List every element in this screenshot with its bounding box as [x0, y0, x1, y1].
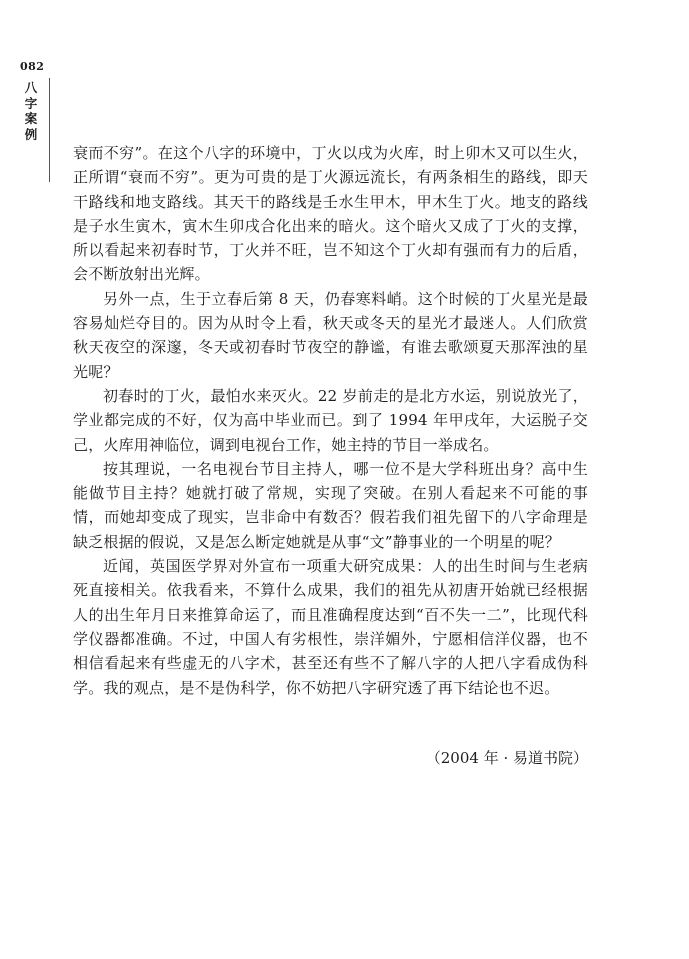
body-text: [73, 141, 588, 700]
paragraph: 按其理说，一名电视台节目主持人，哪一位不是大学科班出身？高中生能做节目主持？她就打破了常规，实现了突破。在别人看起来不可能的事情，而她却变成了现实，岂非命中有数否？假若我们祖先留下的八字命理是缺乏根据的假说，又是怎么断定她就是从事“文”静事业的一个明星的呢？: [73, 459, 588, 551]
paragraph: 衰而不穷”。在这个八字的环境中，丁火以戌为火库，时上卯木又可以生火，正所谓“衰而不穷”。更为可贵的是丁火源远流长，有两条相生的路线，即天干路线和地支路线。其天干的路线是壬水生甲木，甲木生丁火。地支的路线是子水生寅木，寅木生卯戌合化出来的暗火。这个暗火又成了丁火的支撑，所以看起来初春时节，丁火并不旺，岂不知这个丁火却有强而有力的后盾，会不断放射出光辉。: [73, 144, 588, 284]
side-title-char: 例: [24, 126, 38, 142]
signature: （2004 年 · 易道书院）: [425, 749, 588, 767]
paragraph: 另外一点，生于立春后第 8 天，仍春寒料峭。这个时候的丁火星光是最容易灿烂夺目的。因为从时令上看，秋天或冬天的星光才最迷人。人们欣赏秋天夜空的深邃，冬天或初春时节夜空的静谧，有谁去歌颂夏天那浑浊的星光呢？: [73, 289, 588, 381]
side-divider: [49, 78, 50, 182]
paragraph: 近闻，英国医学界对外宣布一项重大研究成果：人的出生时间与生老病死直接相关。依我看来，不算什么成果，我们的祖先从初唐开始就已经根据人的出生年月日来推算命运了，而且准确程度达到“百不失一二”，比现代科学仪器都准确。不过，中国人有劣根性，崇洋媚外，宁愿相信洋仪器，也不相信看起来有些虚无的八字术，甚至还有些不了解八字的人把八字看成伪科学。我的观点，是不是伪科学，你不妨把八字研究透了再下结论也不迟。: [73, 557, 588, 697]
side-title-char: 八: [24, 80, 38, 95]
page-number: 082: [20, 60, 45, 73]
paragraph: 初春时的丁火，最怕水来灭火。22 岁前走的是北方水运，别说放光了，学业都完成的不好，仅为高中毕业而已。到了 1994 年甲戌年，大运脱子交己，火库用神临位，调到电视台工作，她主持的节目一举成名。: [73, 386, 588, 454]
side-title-char: 字: [24, 95, 38, 111]
chapter-side-title: [23, 80, 39, 142]
side-title-char: 案: [24, 111, 38, 126]
